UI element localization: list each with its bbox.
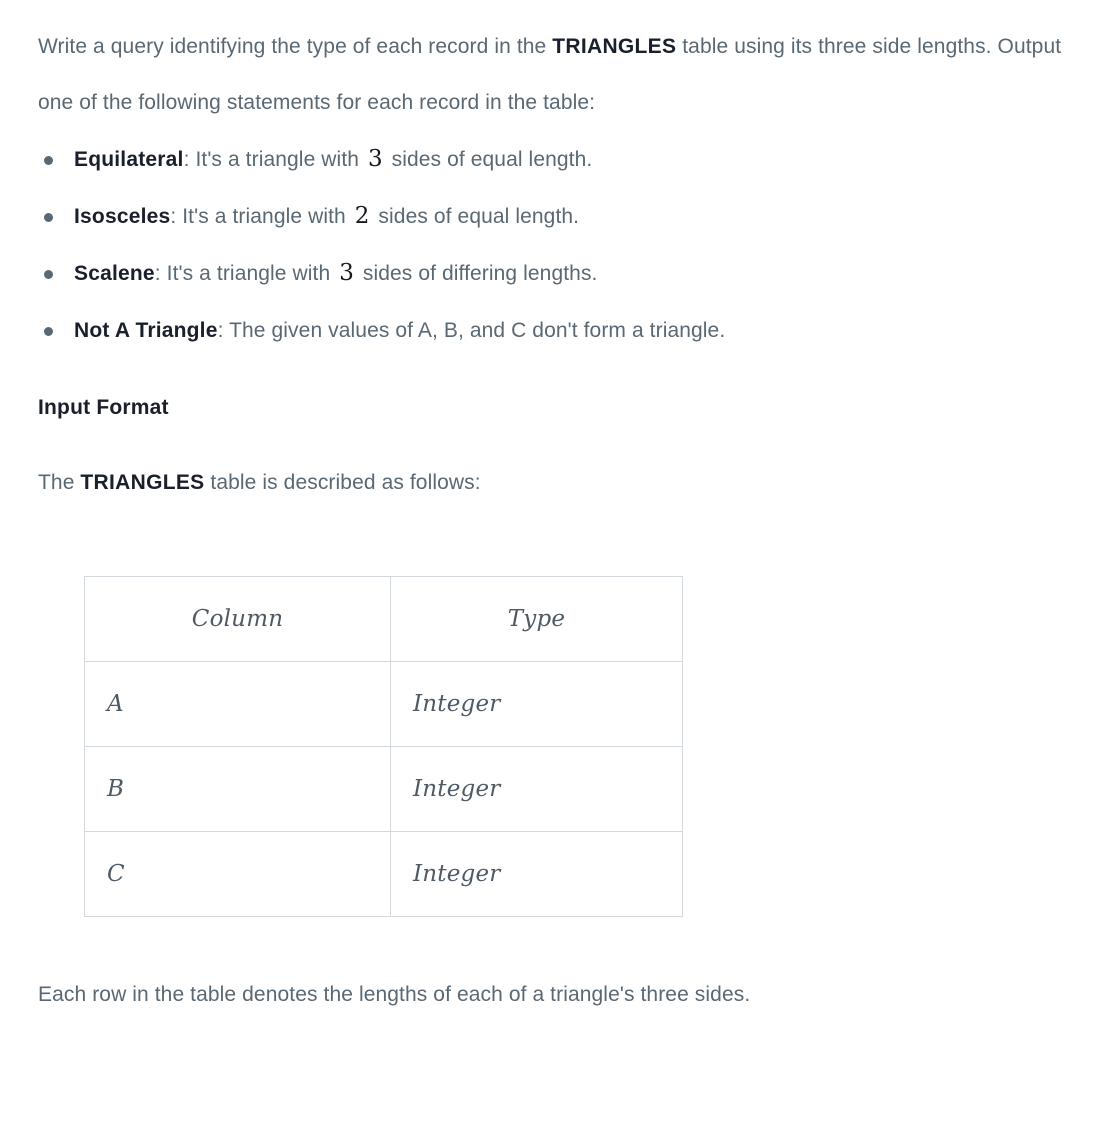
- bullet-separator: :: [170, 205, 183, 228]
- bullet-separator: :: [217, 319, 230, 342]
- schema-table: [84, 576, 683, 917]
- bullet-number: 3: [339, 260, 354, 286]
- schema-table-container: [38, 498, 1072, 917]
- cell-column-name: B: [85, 747, 391, 832]
- closing-paragraph: Each row in the table denotes the lengths of each of a triangle's three sides.: [38, 983, 751, 1006]
- triangles-table-name: TRIANGLES: [552, 35, 677, 58]
- bullet-separator: :: [183, 148, 196, 171]
- intro-paragraph: [38, 0, 1072, 131]
- bullet-number: [725, 317, 731, 343]
- table-row: [85, 832, 683, 917]
- bullet-number: 2: [354, 203, 370, 229]
- column-header-column: Column: [85, 577, 391, 662]
- bullet-label: Scalene: [74, 262, 155, 285]
- schema-description-part1: The: [38, 471, 81, 494]
- cell-column-name: A: [85, 662, 391, 747]
- bullet-dot-icon: [44, 270, 53, 279]
- triangles-table-name: TRIANGLES: [80, 471, 205, 494]
- input-format-heading: Input Format: [38, 396, 169, 419]
- table-row: [85, 662, 683, 747]
- bullet-label: Isosceles: [74, 205, 171, 228]
- table-row: [85, 747, 683, 832]
- cell-column-type: Integer: [391, 662, 683, 747]
- schema-description-part2: table is described as follows:: [204, 471, 481, 494]
- cell-column-name: C: [85, 832, 391, 917]
- bullet-dot-icon: [44, 213, 53, 222]
- intro-text-part2: table using its three side lengths. Output one of the following statements for each record in the table:: [38, 35, 1062, 114]
- intro-text-part1: Write a query identifying the type of each record in the: [38, 35, 553, 58]
- cell-column-type: Integer: [391, 832, 683, 917]
- bullet-text-after: sides of equal length.: [385, 148, 593, 171]
- schema-description: [38, 423, 1072, 498]
- bullet-dot-icon: [44, 327, 53, 336]
- bullet-label: Equilateral: [74, 148, 184, 171]
- bullet-dot-icon: [44, 156, 53, 165]
- list-item: [38, 188, 1072, 245]
- bullet-text-before: The given values of A, B, and C don't form a triangle.: [229, 319, 726, 342]
- bullet-text-after: sides of differing lengths.: [356, 262, 598, 285]
- bullet-text-before: It's a triangle with: [166, 262, 337, 285]
- list-item: [38, 245, 1072, 302]
- list-item: [38, 302, 1072, 359]
- table-header-row: [85, 577, 683, 662]
- list-item: [38, 131, 1072, 188]
- triangle-type-list: [38, 131, 1072, 359]
- column-header-type: Type: [391, 577, 683, 662]
- bullet-label: Not A Triangle: [74, 319, 218, 342]
- bullet-text-before: It's a triangle with: [195, 148, 365, 171]
- cell-column-type: Integer: [391, 747, 683, 832]
- bullet-text-before: It's a triangle with: [182, 205, 352, 228]
- bullet-text-after: sides of equal length.: [372, 205, 580, 228]
- bullet-separator: :: [154, 262, 167, 285]
- bullet-number: 3: [367, 146, 383, 172]
